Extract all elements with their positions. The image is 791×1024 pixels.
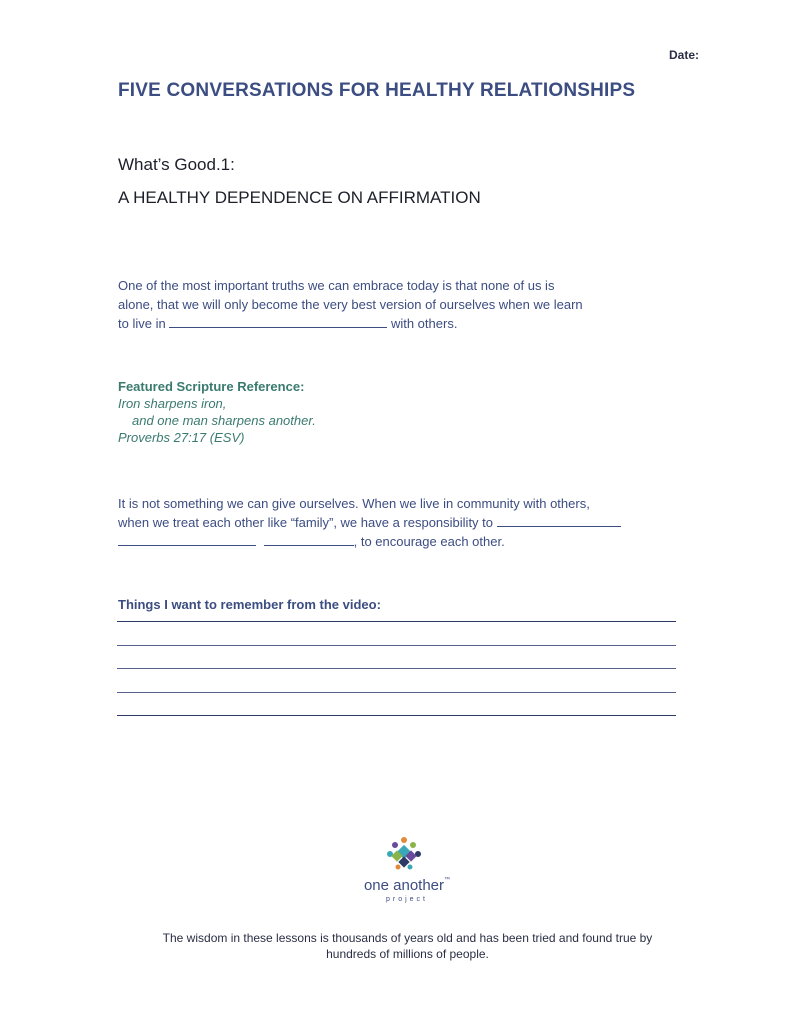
page-title: FIVE CONVERSATIONS FOR HEALTHY RELATIONSHIPS (118, 80, 636, 101)
scripture-heading: Featured Scripture Reference: (118, 379, 305, 394)
intro-line-3-start: to live in (118, 316, 166, 331)
footer-note (120, 930, 695, 962)
intro-paragraph (118, 276, 678, 333)
fill-in-blank-3[interactable] (118, 533, 256, 546)
community-line-2 (118, 513, 678, 532)
brand-name (347, 877, 467, 894)
scripture-reference: Proverbs 27:17 (ESV) (118, 430, 245, 445)
notes-label: Things I want to remember from the video: (118, 597, 381, 612)
community-line-3 (118, 532, 678, 551)
note-line[interactable] (117, 715, 676, 716)
fill-in-blank-4[interactable] (264, 533, 354, 546)
brand-name-text: one another (363, 877, 445, 894)
intro-line-3-end: with others. (390, 316, 458, 331)
lesson-label: What’s Good.1: (118, 155, 235, 174)
community-line-3-end: , to encourage each other. (353, 534, 505, 549)
scripture-line-2: and one man sharpens another. (132, 413, 316, 428)
note-line[interactable] (117, 668, 676, 669)
date-label: Date: (668, 48, 699, 62)
footer-line-1: The wisdom in these lessons is thousands of years old and has been tried and found true by (162, 931, 653, 945)
intro-line-1: One of the most important truths we can embrace today is that none of us is (118, 278, 555, 293)
trademark-mark: ™ (444, 877, 451, 883)
notes-lines (117, 621, 676, 739)
one-another-logo-icon (386, 836, 422, 872)
footer-line-2: hundreds of millions of people. (326, 947, 489, 961)
note-line[interactable] (117, 692, 676, 693)
community-line-2-start: when we treat each other like “family”, we have a responsibility to (118, 515, 494, 530)
intro-line-2: alone, that we will only become the very best version of ourselves when we learn (118, 297, 583, 312)
community-line-1: It is not something we can give ourselves. When we live in community with others, (118, 496, 590, 511)
brand-subtitle: project (385, 896, 428, 903)
note-line[interactable] (117, 621, 676, 622)
lesson-subtitle: A HEALTHY DEPENDENCE ON AFFIRMATION (118, 188, 481, 207)
scripture-block (118, 378, 316, 446)
note-line[interactable] (117, 645, 676, 646)
community-paragraph (118, 494, 678, 551)
fill-in-blank-1[interactable] (169, 315, 387, 328)
fill-in-blank-2[interactable] (497, 514, 621, 527)
scripture-line-1: Iron sharpens iron, (118, 396, 227, 411)
intro-line-3 (118, 314, 678, 333)
